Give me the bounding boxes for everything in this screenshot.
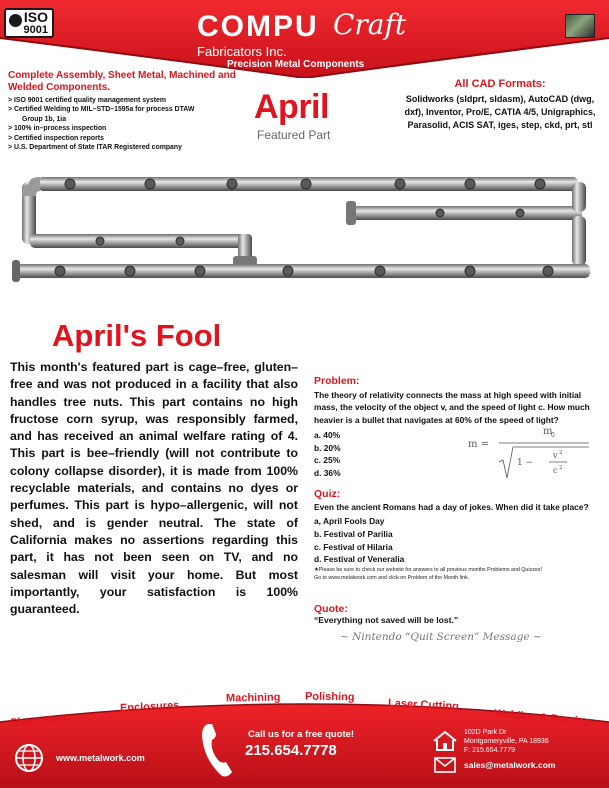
quiz-note-line1: ★Please be sure to check our website for answers to all previous months Problems and Quizzes! [314, 566, 542, 573]
header-banner [0, 0, 609, 78]
cad-heading: All CAD Formats: [454, 78, 546, 90]
capability-item: > Certified Welding to MIL–STD–1595a for process DTAW [8, 106, 195, 114]
phone-icon [198, 720, 236, 780]
iso-badge [4, 8, 54, 38]
featured-part-image [0, 172, 609, 297]
article-body: This month's featured part is cage–free, gluten–free and was not produced in a facility that also handles tree nuts. This part contains no high fructose corn syrup, was responsibly farmed, and has received an animal welfare rating of 4. This part is bee–friendly (will not contribute to colony collapse disorder), it is made from 100% recyclable materials, and contains no dyes or perfumes. This part is hypo–allergenic, will not shed, and is gender neutral. The state of California makes no assertions regarding this part, it has not been seen on TV, and no salesman will visit your home. But most importantly, your satisfaction is 100% guaranteed. [10, 360, 298, 617]
service-machining: Machining [225, 691, 281, 705]
call-label: Call us for a free quote! [248, 729, 355, 740]
address-line2: Montgomeryville, PA 18936 [464, 738, 549, 745]
quote-text: “Everything not saved will be lost.” [314, 615, 459, 625]
iso-number: 9001 [23, 24, 48, 36]
capability-item: > ISO 9001 certified quality management system [8, 97, 166, 104]
capability-item: > Certified inspection reports [8, 134, 104, 142]
phone-number[interactable]: 215.654.7778 [245, 742, 337, 759]
service-sheet-metal: Sheet Metal [9, 712, 72, 730]
problem-text: The theory of relativity connects the mass at high speed with initial mass, the velocity of the object v, and the speed of light c. How much heavier is a bullet that navigates at 60% of the speed of light? [314, 390, 590, 425]
service-polishing: Polishing [304, 690, 355, 704]
problem-option: b. 20% [314, 442, 341, 453]
formula-v: v [553, 451, 558, 460]
quiz-option: b. Festival of Parilia [314, 529, 393, 539]
service-enclosures: Enclosures [119, 699, 180, 715]
quiz-section [314, 488, 602, 583]
quote-section [314, 603, 602, 625]
formula-v-exp: 2 [559, 450, 563, 456]
machine-thumbnail-icon [565, 14, 595, 38]
quiz-option: d. Festival of Veneralia [314, 554, 405, 565]
mail-icon [434, 757, 456, 773]
formula-lhs: m = [468, 439, 490, 450]
quiz-text: Even the ancient Romans had a day of jokes. When did it take place? [314, 502, 589, 512]
capability-item: > U.S. Department of State ITAR Registered company [8, 144, 182, 152]
problem-option: d. 36% [314, 468, 341, 478]
formula-numerator-sub: 0 [551, 432, 555, 439]
company-logo [197, 6, 417, 72]
address-line1: 102D Park Dr [464, 729, 507, 736]
article-title: April's Fool [52, 318, 222, 353]
capability-item: > 100% in–process inspection [8, 125, 107, 133]
capability-item: Group 1b, 1ia [22, 115, 67, 123]
logo-craft: Craft [333, 8, 407, 41]
problem-heading: Problem: [314, 375, 360, 387]
service-laser-cutting: Laser Cutting [387, 697, 460, 713]
problem-option: a. 40% [314, 430, 341, 441]
globe-icon [14, 743, 44, 773]
quote-heading: Quote: [314, 603, 348, 615]
capabilities-list [8, 96, 248, 152]
quote-attribution: ~ Nintendo “Quit Screen” Message ~ [340, 631, 542, 643]
logo-compu: COMPU [197, 10, 319, 43]
quiz-option: c. Festival of Hilaria [314, 541, 393, 552]
quiz-heading: Quiz: [314, 488, 341, 500]
problem-option: c. 25% [314, 455, 341, 466]
featured-month: April [254, 88, 329, 126]
fax-number: F: 215.654.7779 [464, 747, 515, 754]
logo-tagline: Precision Metal Components [227, 59, 365, 70]
globe-icon [9, 14, 22, 27]
formula-c-exp: 2 [559, 465, 563, 471]
quiz-option: a, April Fools Day [314, 516, 385, 527]
iso-label: ISO [23, 9, 48, 25]
formula-one-minus: 1 − [517, 458, 534, 468]
formula-graphic [463, 424, 593, 484]
logo-fabricators: Fabricators Inc. [197, 44, 287, 59]
email-link[interactable]: sales@metalwork.com [464, 760, 556, 770]
service-welding-brazing: Welding & Brazing [493, 707, 592, 729]
relativity-formula [463, 424, 593, 484]
formula-c: c [553, 466, 558, 475]
featured-subtitle: Featured Part [257, 128, 331, 142]
formula-numerator: m [543, 426, 553, 437]
capabilities-headline: Complete Assembly, Sheet Metal, Machined and Welded Components. [8, 70, 236, 93]
quiz-note-line2: Go to www.metalwork.com and click on Problem of the Month link. [314, 575, 470, 582]
website-link[interactable]: www.metalwork.com [56, 753, 145, 763]
home-icon [432, 730, 458, 752]
quiz-options [314, 515, 602, 565]
footer-banner [0, 672, 609, 788]
cad-formats: Solidworks (sldprt, sldasm), AutoCAD (dwg, dxf), Inventor, Pro/E, CATIA 4/5, Unigraphics, Parasolid, ACIS SAT, iges, step, ckd, prt, stl [404, 94, 596, 130]
